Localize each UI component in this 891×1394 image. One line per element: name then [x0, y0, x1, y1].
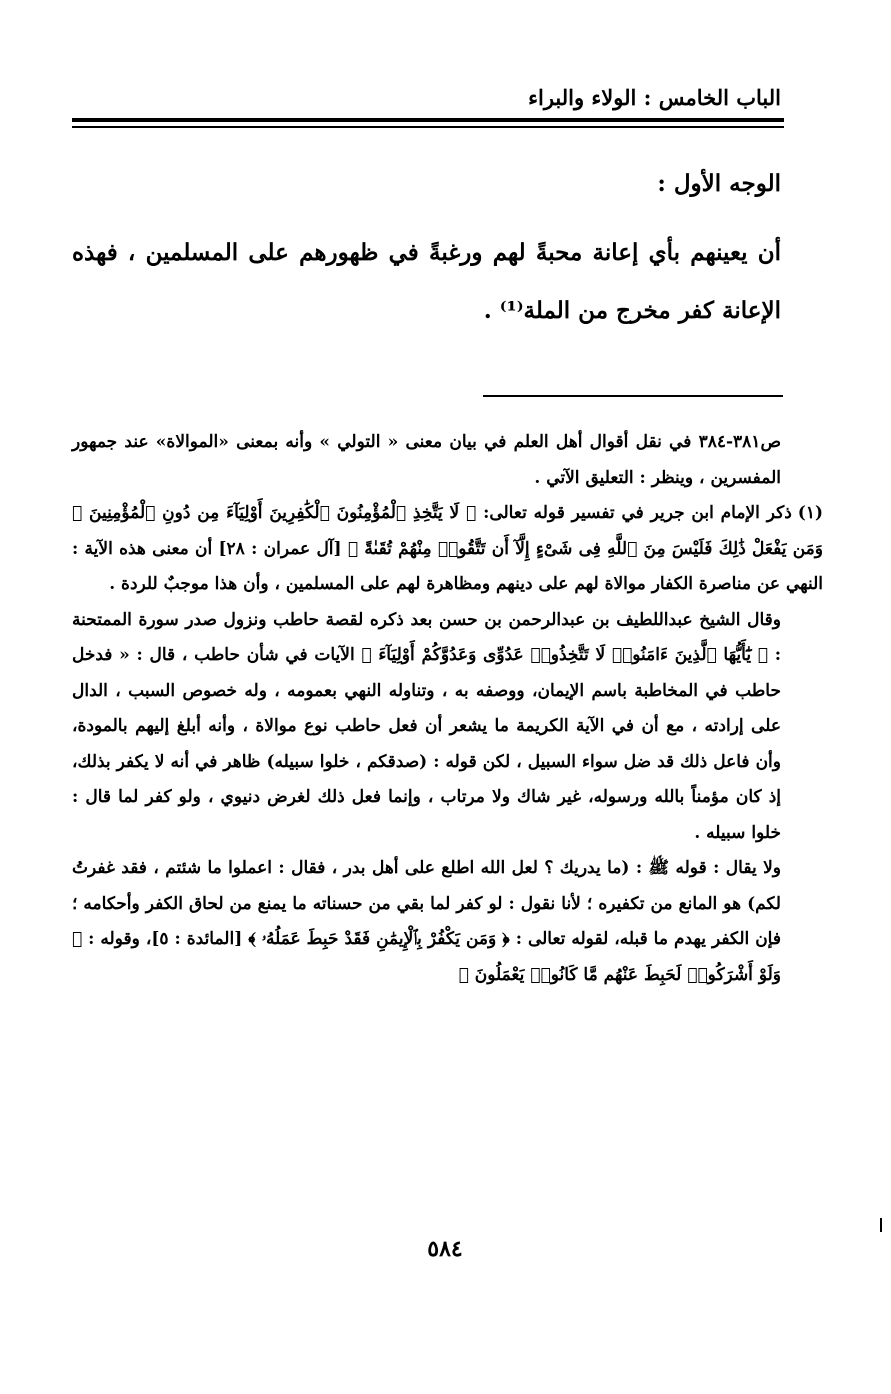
section-heading: الوجه الأول : [657, 170, 781, 197]
footnotes-block [72, 425, 823, 993]
chapter-header: الباب الخامس : الولاء والبراء [528, 85, 781, 110]
footnote-separator [483, 395, 783, 397]
header-rule-thin [72, 126, 784, 128]
footnote-1-para-1 [72, 496, 823, 603]
main-paragraph: أن يعينهم بأي إعانة محبةً لهم ورغبةً في ظهورهم على المسلمين ، فهذه الإعانة كفر مخرج من الملة⁽¹⁾ . [72, 239, 781, 324]
page-number: ٥٨٤ [427, 1236, 463, 1262]
footnote-1-number: (١) [797, 503, 823, 523]
footnote-continuation: ص٣٨١-٣٨٤ في نقل أقوال أهل العلم في بيان معنى « التولي » وأنه بمعنى «الموالاة» عند جمهور المفسرين ، وينظر : التعليق الآتي . [72, 432, 781, 488]
footnote-1-text: ذكر الإمام ابن جرير في تفسير قوله تعالى: ﴿ لَا يَتَّخِذِ ٱلْمُؤْمِنُونَ ٱلْكَٰفِرِينَ أَوْلِيَآءَ مِن دُونِ ٱلْمُؤْمِنِينَ ۖ وَمَن يَفْعَلْ ذَٰلِكَ فَلَيْسَ مِنَ ٱللَّهِ فِى شَىْءٍ إِلَّآ أَن تَتَّقُوا۟ مِنْهُمْ تُقَىٰةً ﴾ [آل عمران : ٢٨] أن معنى هذه الآية : النهي عن مناصرة الكفار موالاة لهم على دينهم ومظاهرة لهم على المسلمين ، وأن هذا موجبٌ للردة . [72, 503, 823, 594]
footnote-1-para-3: ولا يقال : قوله ﷺ : (ما يدريك ؟ لعل الله اطلع على أهل بدر ، فقال : اعملوا ما شئتم ، فقد غفرتُ لكم) هو المانع من تكفيره ؛ لأنا نقول : لو كفر لما بقي من حسناته ما يمنع من لحاق الكفر وأحكامه ؛ فإن الكفر يهدم ما قبله، لقوله تعالى : ﴿ وَمَن يَكْفُرْ بِٱلْإِيمَٰنِ فَقَدْ حَبِطَ عَمَلُهُۥ ﴾ [المائدة : ٥]، وقوله : ﴿ وَلَوْ أَشْرَكُوا۟ لَحَبِطَ عَنْهُم مَّا كَانُوا۟ يَعْمَلُونَ ﴾ [72, 858, 781, 985]
margin-mark [880, 1218, 882, 1232]
footnote-1-para-2: وقال الشيخ عبداللطيف بن عبدالرحمن بن حسن بعد ذكره لقصة حاطب ونزول صدر سورة الممتحنة : ﴿ يَٰٓأَيُّهَا ٱلَّذِينَ ءَامَنُوا۟ لَا تَتَّخِذُوا۟ عَدُوِّى وَعَدُوَّكُمْ أَوْلِيَآءَ ﴾ الآيات في شأن حاطب ، قال : « فدخل حاطب في المخاطبة باسم الإيمان، ووصفه به ، وتناوله النهي بعمومه ، وله خصوص السبب ، الدال على إرادته ، مع أن في الآية الكريمة ما يشعر أن فعل حاطب نوع موالاة ، وأنه أبلغ إليهم بالمودة، وأن فاعل ذلك قد ضل سواء السبيل ، لكن قوله : (صدقكم ، خلوا سبيله) ظاهر في أنه لا يكفر بذلك، إذ كان مؤمناً بالله ورسوله، غير شاك ولا مرتاب ، وإنما فعل ذلك لغرض دنيوي ، ولو كفر لما قال : خلوا سبيله . [72, 609, 781, 843]
header-rule-thick [72, 118, 784, 122]
